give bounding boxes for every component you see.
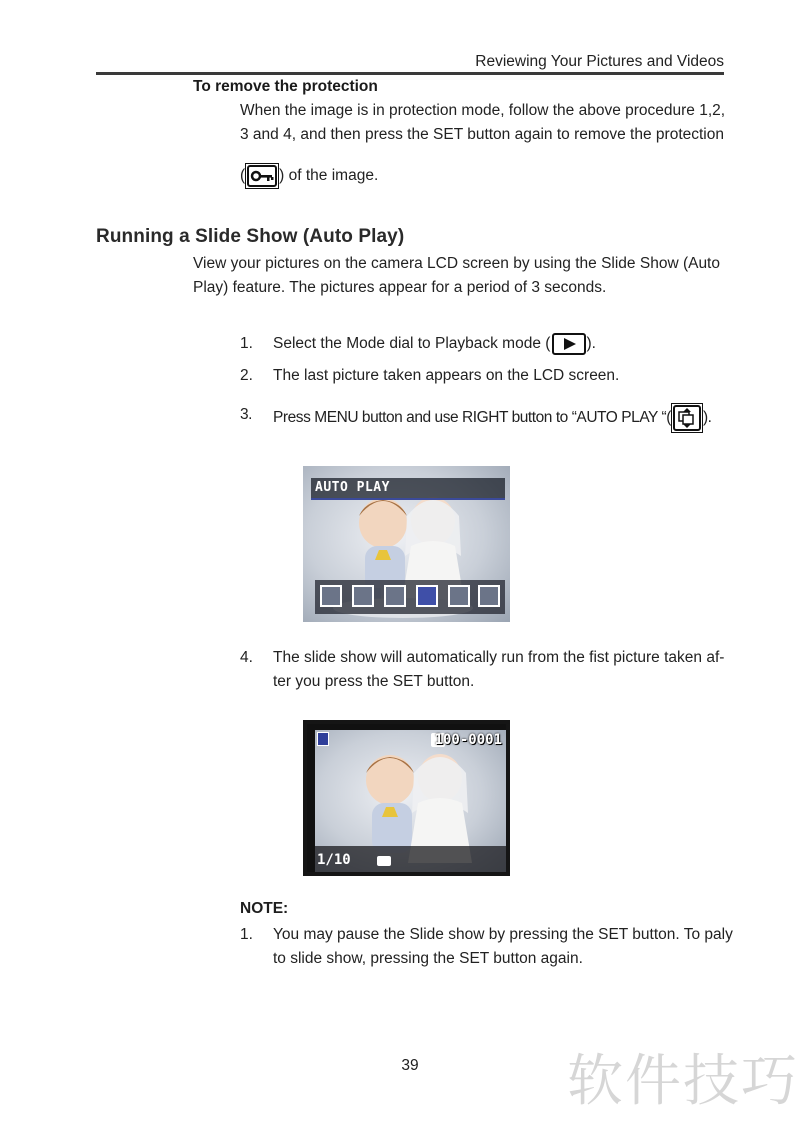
playback-image-area (315, 730, 506, 872)
video-camera-icon (377, 856, 391, 866)
slideshow-mode-icon (317, 732, 329, 746)
step-text: Press MENU button and use RIGHT button to “AUTO PLAY “( ). (273, 403, 712, 433)
protection-line-2: 3 and 4, and then press the SET button again to remove the protection (240, 126, 724, 143)
protection-line-3 (240, 163, 378, 189)
step-number: 1. (240, 335, 253, 352)
lcd-menu-bar (315, 580, 505, 614)
note-text-line-1: You may pause the Slide show by pressing the SET button. To paly (273, 926, 733, 943)
note-text-line-2: to slide show, pressing the SET button again. (273, 950, 583, 967)
playback-mode-icon (552, 333, 586, 355)
step-number: 3. (240, 406, 253, 423)
open-paren: ( (240, 167, 246, 185)
step-text: Select the Mode dial to Playback mode ( ). (273, 332, 596, 356)
protection-line-1: When the image is in protection mode, follow the above procedure 1,2, (240, 102, 726, 119)
delete-all-icon[interactable] (352, 585, 374, 607)
protect-key-icon (245, 163, 279, 189)
section-title: Running a Slide Show (Auto Play) (96, 226, 405, 247)
step-text: The last picture taken appears on the LCD screen. (273, 367, 620, 384)
protection-subheading: To remove the protection (193, 78, 378, 95)
file-number: 100-0001 (434, 732, 502, 748)
note-number: 1. (240, 926, 253, 943)
protection-line-3-text: ) of the image. (279, 167, 379, 185)
auto-play-icon (671, 403, 703, 433)
step-text-line-1: The slide show will automatically run from the fist picture taken af- (273, 649, 725, 666)
running-header: Reviewing Your Pictures and Videos (475, 53, 724, 70)
image-counter: 1/10 (317, 852, 351, 868)
dpof-icon[interactable] (448, 585, 470, 607)
copy-icon[interactable] (478, 585, 500, 607)
note-title: NOTE: (240, 900, 289, 917)
auto-play-menu-icon[interactable] (416, 585, 438, 607)
step-number: 4. (240, 649, 253, 666)
header-rule (96, 72, 724, 75)
slideshow-intro-2: Play) feature. The pictures appear for a period of 3 seconds. (193, 279, 607, 296)
slideshow-intro-1: View your pictures on the camera LCD screen by using the Slide Show (Auto (193, 255, 720, 272)
lcd-auto-play-menu (303, 466, 510, 622)
page-number: 39 (401, 1057, 419, 1074)
step-number: 2. (240, 367, 253, 384)
step-text-line-2: ter you press the SET button. (273, 673, 475, 690)
delete-one-icon[interactable] (320, 585, 342, 607)
watermark: 软件技巧 (567, 1049, 799, 1114)
protect-icon[interactable] (384, 585, 406, 607)
lcd-menu-label: AUTO PLAY (315, 480, 390, 495)
lcd-playback-screen (303, 720, 510, 876)
